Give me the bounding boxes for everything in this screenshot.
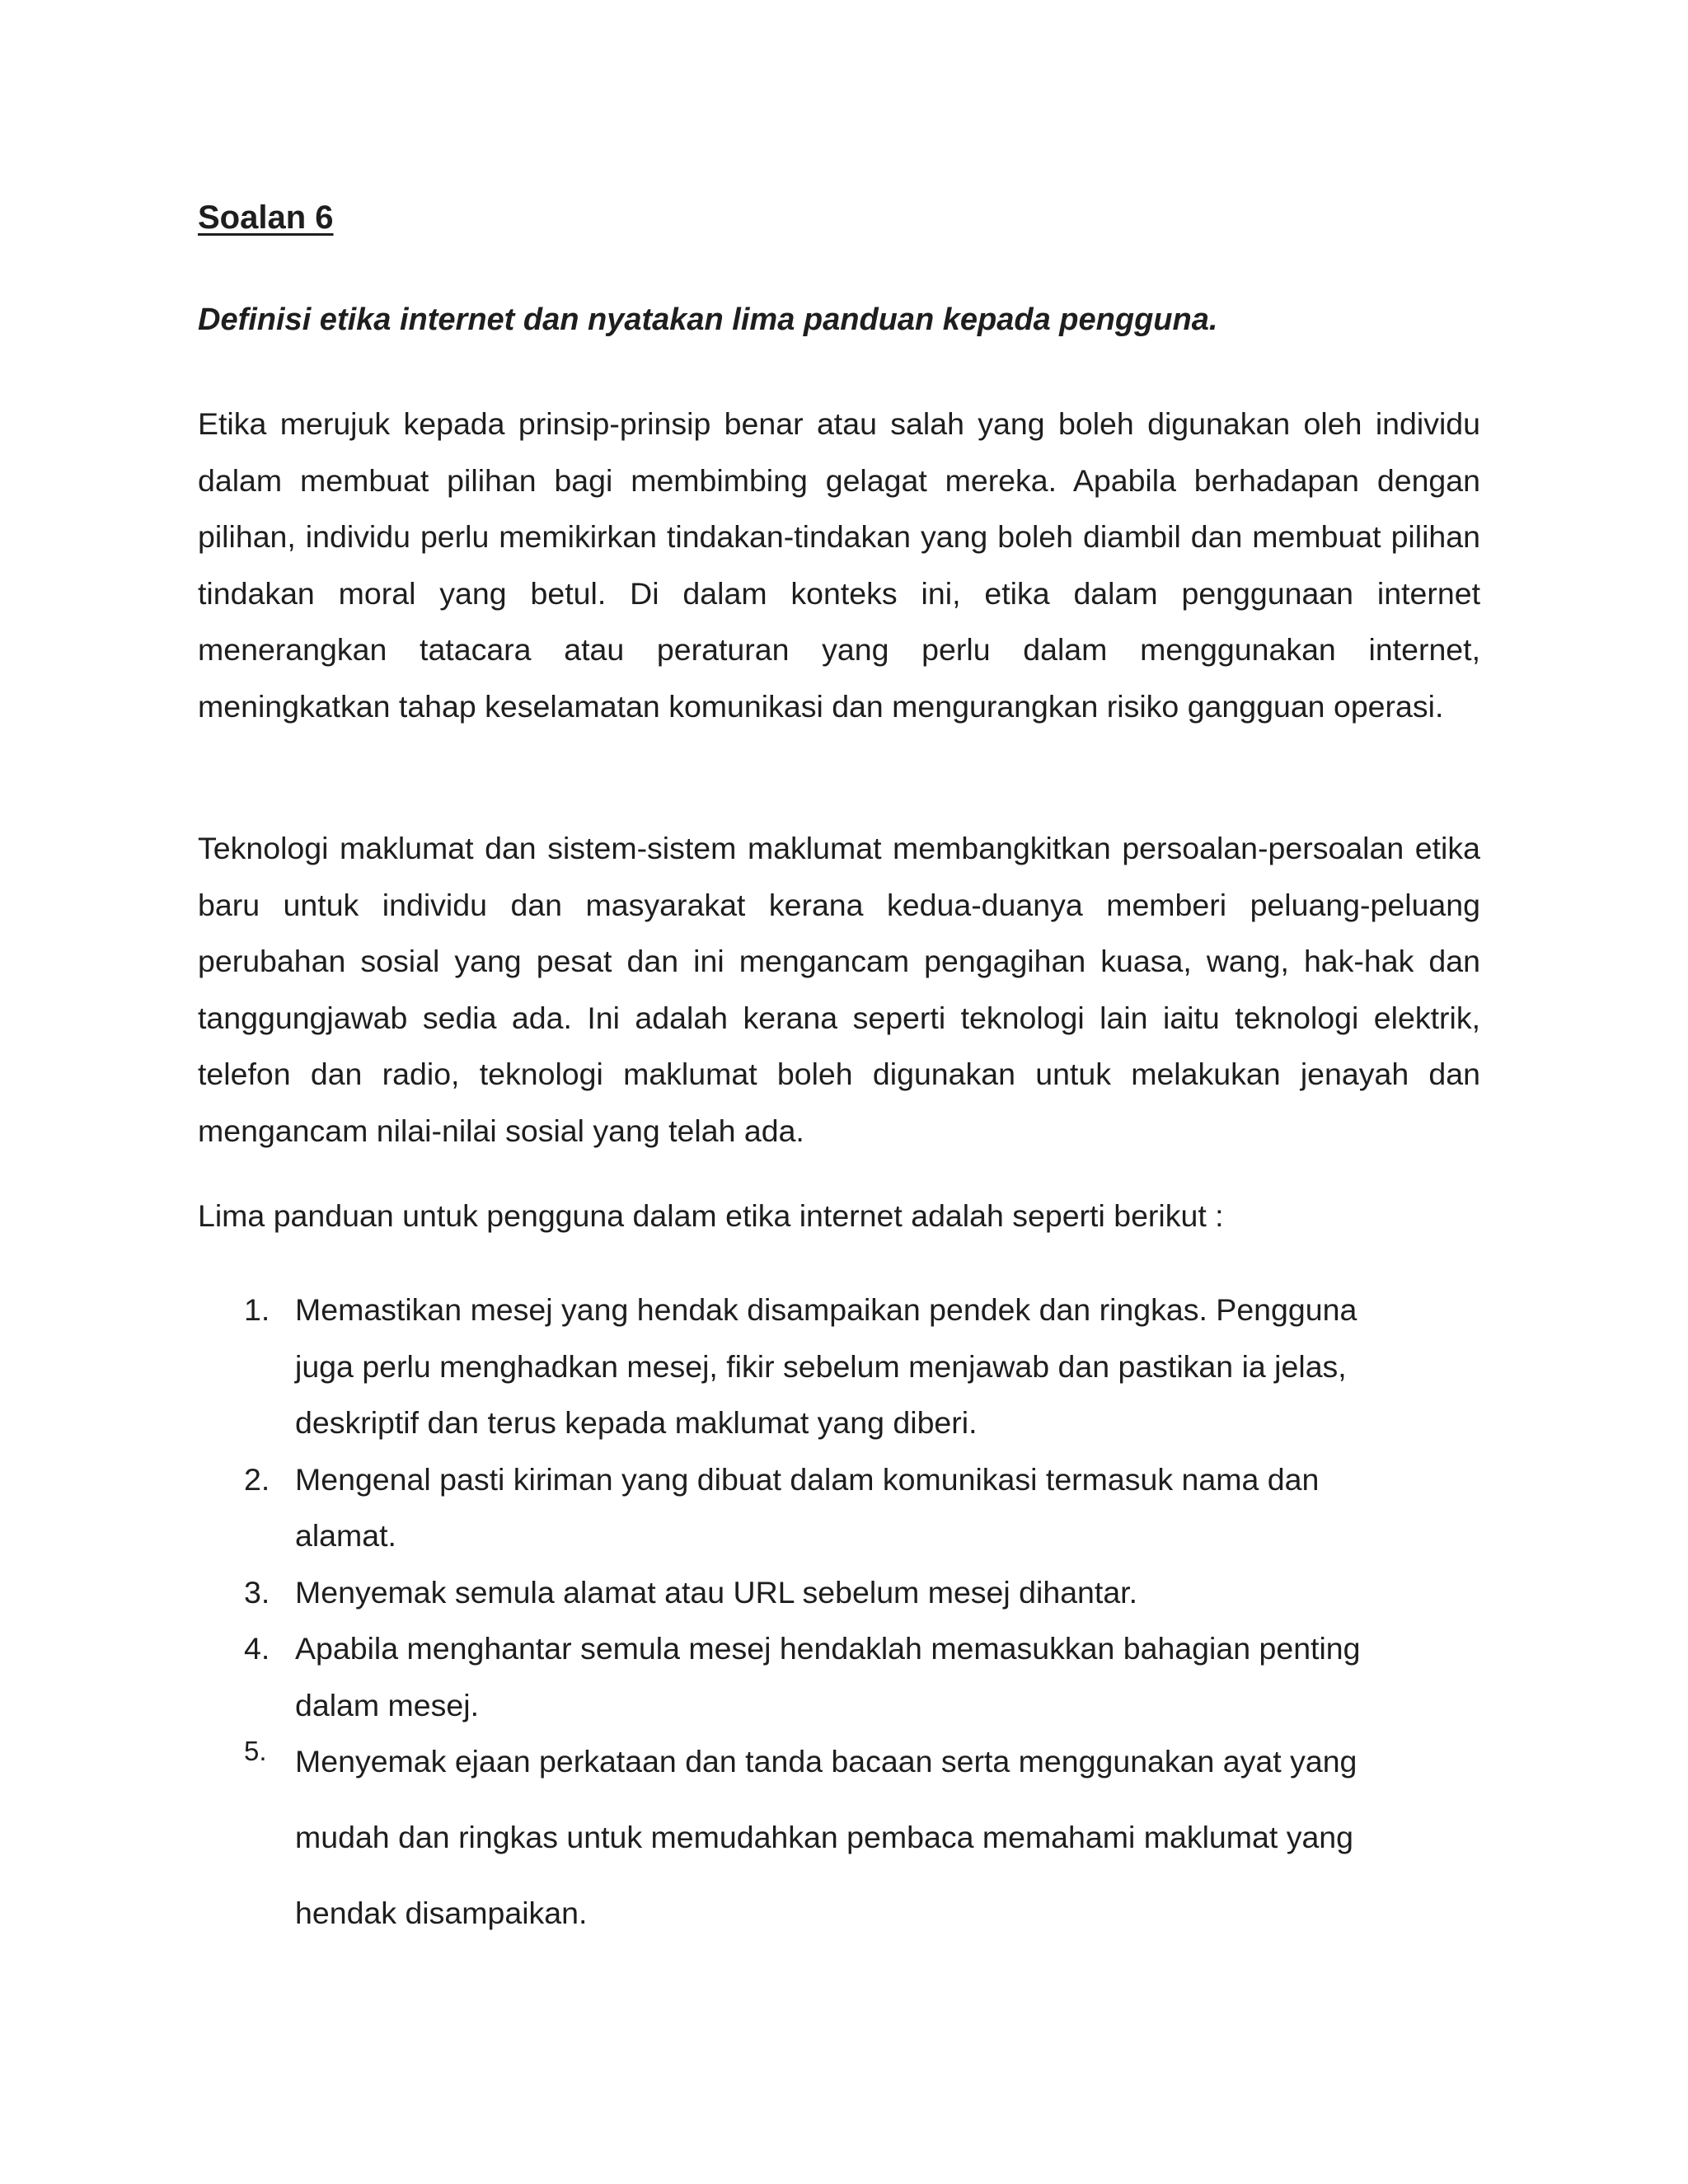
list-item-text: Apabila menghantar semula mesej hendaklah memasukkan bahagian penting dalam mesej. <box>295 1631 1361 1722</box>
list-item <box>198 1620 1517 1733</box>
list-intro: Lima panduan untuk pengguna dalam etika internet adalah seperti berikut : <box>198 1198 1224 1233</box>
list-item-number: 3. <box>244 1574 270 1610</box>
list-item-number: 5. <box>244 1736 267 1766</box>
list-item-text: Mengenal pasti kiriman yang dibuat dalam komunikasi termasuk nama dan alamat. <box>295 1461 1320 1553</box>
list-item-text: Memastikan mesej yang hendak disampaikan pendek dan ringkas. Pengguna juga perlu menghadkan mesej, fikir sebelum menjawab dan pastikan ia jelas, deskriptif dan terus kepada maklumat yang diberi. <box>295 1292 1357 1440</box>
list-item-text: Menyemak ejaan perkataan dan tanda bacaan serta menggunakan ayat yang mudah dan ringkas untuk memudahkan pembaca memahami maklumat yang hendak disampaikan. <box>295 1744 1357 1930</box>
list-item-number: 2. <box>244 1461 270 1497</box>
list-item <box>198 1282 1517 1451</box>
list-item <box>198 1451 1517 1564</box>
question-heading: Soalan 6 <box>198 199 334 236</box>
list-item-number: 1. <box>244 1292 270 1327</box>
paragraph-technology: Teknologi maklumat dan sistem-sistem maklumat membangkitkan persoalan-persoalan etika baru untuk individu dan masyarakat kerana kedua-duanya memberi peluang-peluang perubahan sosial yang pesat dan ini mengancam pengagihan kuasa, wang, hak-hak dan tanggungjawab sedia ada. Ini adalah kerana seperti teknologi lain iaitu teknologi elektrik, telefon dan radio, teknologi maklumat boleh digunakan untuk melakukan jenayah dan mengancam nilai-nilai sosial yang telah ada. <box>198 831 1480 1148</box>
list-item <box>198 1723 1517 1951</box>
paragraph-definition: Etika merujuk kepada prinsip-prinsip benar atau salah yang boleh digunakan oleh individu dalam membuat pilihan bagi membimbing gelagat mereka. Apabila berhadapan dengan pilihan, individu perlu memikirkan tindakan-tindakan yang boleh diambil dan membuat pilihan tindakan moral yang betul. Di dalam konteks ini, etika dalam penggunaan internet menerangkan tatacara atau peraturan yang perlu dalam menggunakan internet, meningkatkan tahap keselamatan komunikasi dan mengurangkan risiko gangguan operasi. <box>198 406 1480 724</box>
guidelines-list <box>198 1282 1517 1951</box>
question-text: Definisi etika internet dan nyatakan lima panduan kepada pengguna. <box>198 302 1218 337</box>
list-item-number: 4. <box>244 1631 270 1666</box>
list-item <box>198 1564 1517 1621</box>
list-item-text: Menyemak semula alamat atau URL sebelum mesej dihantar. <box>295 1574 1138 1610</box>
